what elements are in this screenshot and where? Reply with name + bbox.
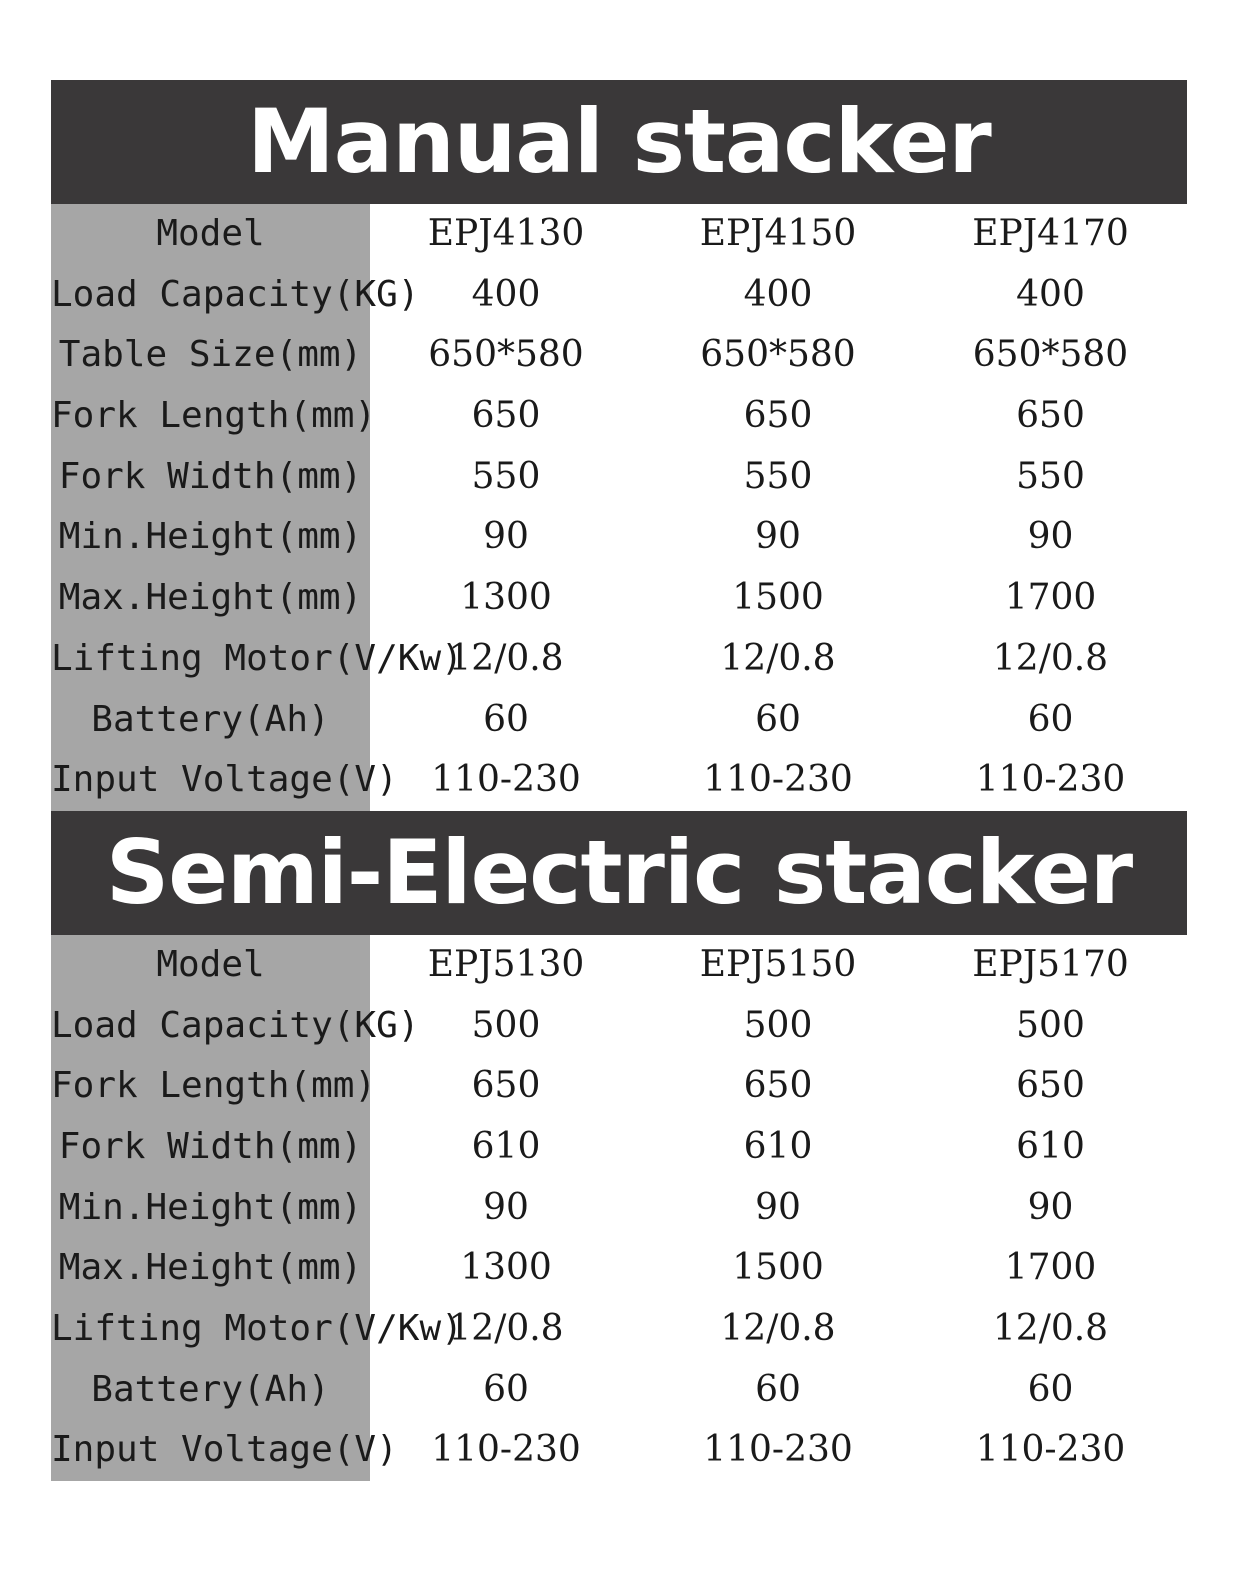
row-label-cell bbox=[51, 507, 370, 568]
row-label: Max.Height(mm) bbox=[58, 1247, 363, 1289]
value-cell: EPJ5150 bbox=[699, 943, 857, 985]
value-cell: 90 bbox=[1027, 516, 1074, 558]
row-label-cell bbox=[51, 629, 463, 690]
value-cell: 12/0.8 bbox=[992, 1308, 1109, 1349]
spec-table bbox=[51, 204, 1187, 811]
section-title: Semi-Electric stacker bbox=[51, 811, 1187, 935]
row-label: Input Voltage(V) bbox=[51, 1429, 398, 1471]
row-label-cell bbox=[51, 1056, 377, 1117]
row-label-cell bbox=[51, 568, 370, 629]
value-cell: 12/0.8 bbox=[720, 1308, 836, 1349]
value-cell: 500 bbox=[1016, 1004, 1085, 1046]
value-cell: 1500 bbox=[732, 577, 824, 619]
section-title: Manual stacker bbox=[51, 80, 1187, 204]
value-cell: 550 bbox=[471, 455, 541, 497]
value-cell: 110-230 bbox=[975, 759, 1126, 801]
value-cell: 550 bbox=[743, 455, 813, 497]
table-row bbox=[51, 750, 1187, 811]
row-label: Lifting Motor(V/Kw) bbox=[51, 637, 463, 679]
value-cell: 60 bbox=[1027, 698, 1074, 740]
value-cell: 1700 bbox=[1004, 577, 1097, 619]
value-cell: 500 bbox=[743, 1004, 813, 1046]
value-cell: 610 bbox=[471, 1125, 541, 1167]
table-row bbox=[51, 507, 1187, 568]
table-row bbox=[51, 1238, 1187, 1299]
row-label: Table Size(mm) bbox=[58, 334, 363, 376]
value-cell: 60 bbox=[755, 698, 801, 740]
value-cell: 110-230 bbox=[431, 759, 581, 801]
row-label: Load Capacity(KG) bbox=[51, 1004, 420, 1046]
row-label-cell bbox=[51, 204, 370, 265]
value-cell: 110-230 bbox=[703, 759, 853, 801]
row-label: Battery(Ah) bbox=[91, 1368, 330, 1410]
value-cell: 90 bbox=[1027, 1186, 1074, 1228]
row-label-cell bbox=[51, 750, 398, 811]
table-row bbox=[51, 568, 1187, 629]
value-cell: 90 bbox=[483, 1186, 529, 1228]
table-row bbox=[51, 1117, 1187, 1178]
value-cell: 650 bbox=[1016, 1065, 1085, 1107]
spec-sheet bbox=[51, 80, 1187, 1481]
value-cell: EPJ5130 bbox=[427, 943, 585, 985]
value-cell: 650*580 bbox=[972, 334, 1129, 376]
value-cell: 400 bbox=[743, 273, 813, 315]
value-cell: 12/0.8 bbox=[992, 637, 1109, 679]
value-cell: 400 bbox=[471, 273, 541, 315]
table-row bbox=[51, 386, 1187, 447]
value-cell: EPJ4150 bbox=[699, 213, 857, 254]
row-label-cell bbox=[51, 996, 420, 1057]
row-label: Fork Length(mm) bbox=[51, 395, 377, 437]
value-cell: EPJ4130 bbox=[427, 213, 585, 254]
table-row bbox=[51, 1056, 1187, 1117]
table-row bbox=[51, 690, 1187, 751]
value-cell: 650 bbox=[743, 395, 813, 437]
row-label-cell bbox=[51, 935, 370, 996]
value-cell: 110-230 bbox=[431, 1429, 581, 1471]
row-label-cell bbox=[51, 447, 370, 508]
row-label: Lifting Motor(V/Kw) bbox=[51, 1308, 463, 1349]
value-cell: 90 bbox=[755, 1186, 801, 1228]
value-cell: 650 bbox=[743, 1065, 813, 1107]
value-cell: 110-230 bbox=[703, 1429, 853, 1471]
table-row bbox=[51, 629, 1187, 690]
value-cell: 12/0.8 bbox=[448, 637, 564, 679]
value-cell: 90 bbox=[483, 516, 529, 558]
value-cell: 550 bbox=[1016, 455, 1085, 497]
row-label-cell bbox=[51, 1299, 463, 1360]
table-row bbox=[51, 447, 1187, 508]
value-cell: EPJ4170 bbox=[972, 213, 1129, 254]
value-cell: 60 bbox=[755, 1368, 801, 1410]
row-label-cell bbox=[51, 1360, 370, 1421]
row-label: Min.Height(mm) bbox=[58, 516, 363, 558]
table-row bbox=[51, 1178, 1187, 1239]
row-label-cell bbox=[51, 1178, 370, 1239]
table-row bbox=[51, 996, 1187, 1057]
row-label-cell bbox=[51, 325, 370, 386]
table-row bbox=[51, 935, 1187, 996]
row-label: Battery(Ah) bbox=[91, 698, 330, 740]
row-label: Min.Height(mm) bbox=[58, 1186, 363, 1228]
row-label-cell bbox=[51, 265, 420, 326]
value-cell: 12/0.8 bbox=[720, 637, 836, 679]
value-cell: 650 bbox=[471, 1065, 541, 1107]
row-label: Max.Height(mm) bbox=[58, 577, 363, 619]
value-cell: EPJ5170 bbox=[972, 943, 1129, 985]
table-row bbox=[51, 1360, 1187, 1421]
value-cell: 1700 bbox=[1004, 1247, 1097, 1289]
value-cell: 500 bbox=[471, 1004, 541, 1046]
spec-section bbox=[51, 80, 1187, 811]
value-cell: 400 bbox=[1016, 273, 1085, 315]
value-cell: 90 bbox=[755, 516, 801, 558]
spec-section bbox=[51, 811, 1187, 1481]
table-row bbox=[51, 325, 1187, 386]
value-cell: 1300 bbox=[460, 577, 552, 619]
row-label-cell bbox=[51, 1117, 370, 1178]
row-label: Load Capacity(KG) bbox=[51, 273, 420, 315]
table-row bbox=[51, 265, 1187, 326]
value-cell: 1300 bbox=[460, 1247, 552, 1289]
value-cell: 110-230 bbox=[975, 1429, 1126, 1471]
table-row bbox=[51, 1299, 1187, 1360]
table-row bbox=[51, 1420, 1187, 1481]
spec-table bbox=[51, 935, 1187, 1481]
row-label: Input Voltage(V) bbox=[51, 759, 398, 801]
value-cell: 610 bbox=[1016, 1125, 1085, 1167]
value-cell: 610 bbox=[743, 1125, 813, 1167]
value-cell: 650 bbox=[1016, 395, 1085, 437]
row-label-cell bbox=[51, 1420, 398, 1481]
value-cell: 1500 bbox=[732, 1247, 824, 1289]
row-label-cell bbox=[51, 386, 377, 447]
value-cell: 60 bbox=[483, 1368, 529, 1410]
value-cell: 650 bbox=[471, 395, 541, 437]
row-label-cell bbox=[51, 690, 370, 751]
row-label: Fork Width(mm) bbox=[58, 1125, 363, 1167]
value-cell: 650*580 bbox=[428, 334, 584, 376]
value-cell: 60 bbox=[1027, 1368, 1074, 1410]
row-label-cell bbox=[51, 1238, 370, 1299]
value-cell: 12/0.8 bbox=[448, 1308, 564, 1349]
value-cell: 650*580 bbox=[700, 334, 856, 376]
row-label: Model bbox=[156, 213, 265, 254]
row-label: Fork Length(mm) bbox=[51, 1065, 377, 1107]
table-row bbox=[51, 204, 1187, 265]
row-label: Fork Width(mm) bbox=[58, 455, 363, 497]
row-label: Model bbox=[156, 943, 265, 985]
value-cell: 60 bbox=[483, 698, 529, 740]
sections-container bbox=[51, 80, 1187, 1481]
